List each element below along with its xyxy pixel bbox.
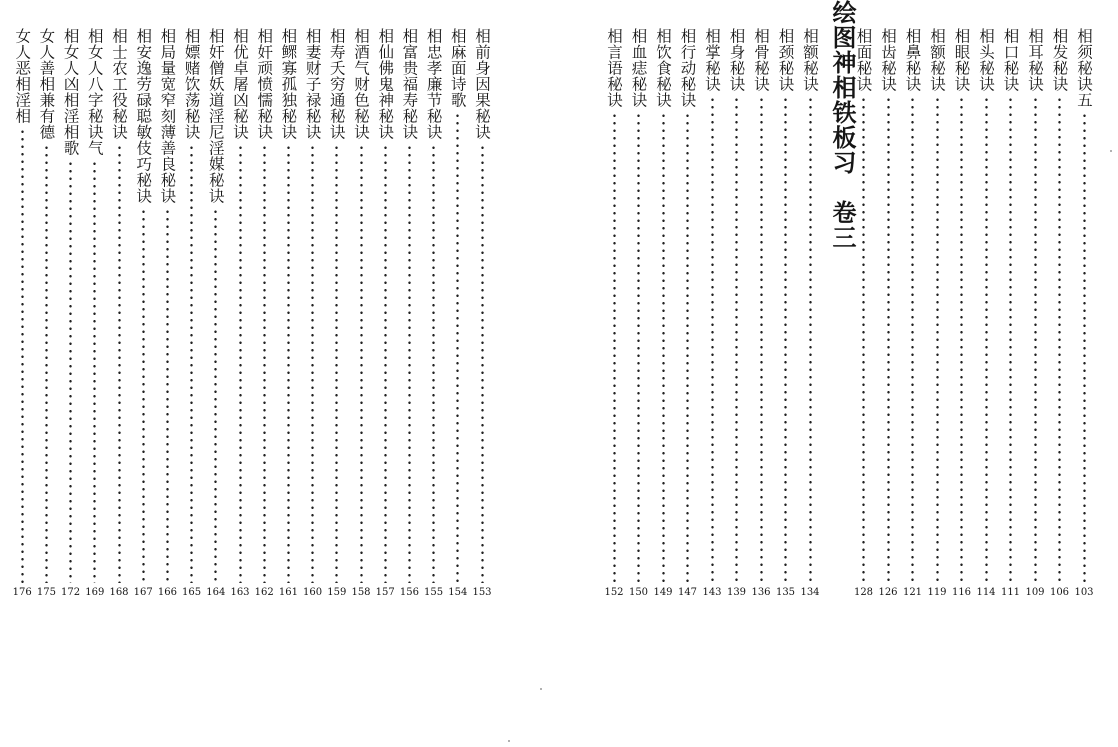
toc-entry-title: 相发秘诀 xyxy=(1050,28,1069,92)
dot-leader xyxy=(21,128,24,583)
dot-leader xyxy=(1083,112,1086,583)
dot-leader xyxy=(360,144,363,583)
toc-entry[interactable] xyxy=(350,28,372,583)
toc-entry[interactable] xyxy=(902,28,924,583)
toc-page-number: 169 xyxy=(85,587,105,598)
toc-entry-title: 女人恶相淫相 xyxy=(13,28,32,124)
toc-entry-title: 相颈秘诀 xyxy=(776,28,795,92)
dot-leader xyxy=(637,112,640,583)
toc-entry-title: 相身秘诀 xyxy=(727,28,746,92)
toc-entry[interactable] xyxy=(951,28,973,583)
toc-entry-title: 相耳秘诀 xyxy=(1026,28,1044,92)
toc-entry[interactable] xyxy=(926,28,948,583)
toc-page-number: 160 xyxy=(303,587,323,598)
toc-entry-title: 相口秘诀 xyxy=(1001,28,1020,92)
toc-entry-title: 相行动秘诀 xyxy=(678,28,697,108)
scan-speck xyxy=(508,740,510,742)
toc-entry[interactable] xyxy=(229,28,251,583)
toc-entry[interactable] xyxy=(603,28,625,583)
dot-leader xyxy=(662,112,665,583)
toc-entry-title: 相嫖赌饮荡秘诀 xyxy=(182,28,201,140)
dot-leader xyxy=(214,208,217,583)
toc-page-number: 156 xyxy=(399,587,419,598)
toc-entry-title: 相鼻秘诀 xyxy=(903,28,922,92)
toc-entry[interactable] xyxy=(84,28,106,583)
toc-entry-title: 相前身因果秘诀 xyxy=(473,28,491,140)
toc-entry[interactable] xyxy=(775,28,797,583)
dot-leader xyxy=(118,144,121,583)
toc-page-number: 150 xyxy=(628,587,649,598)
toc-page-number: 106 xyxy=(1049,587,1070,598)
toc-entry-title: 相妻财子禄秘诀 xyxy=(303,28,322,140)
toc-entry-title: 相鳏寡孤独秘诀 xyxy=(279,28,298,140)
toc-page-number: 167 xyxy=(133,587,153,598)
toc-entry[interactable] xyxy=(302,28,324,583)
scan-speck xyxy=(540,688,542,690)
toc-page-number: 149 xyxy=(653,587,673,598)
dot-leader xyxy=(760,96,763,583)
toc-page-number: 163 xyxy=(230,587,250,598)
toc-page-number: 161 xyxy=(278,587,298,598)
toc-page-number: 158 xyxy=(351,587,371,598)
toc-entry[interactable] xyxy=(677,28,699,583)
toc-entry[interactable] xyxy=(326,28,348,583)
toc-entry[interactable] xyxy=(181,28,203,583)
toc-entry-title: 相额秘诀 xyxy=(928,28,946,92)
toc-entry-title: 相饮食秘诀 xyxy=(654,28,672,108)
right-page xyxy=(590,0,1118,747)
toc-page-number: 159 xyxy=(327,587,347,598)
dot-leader xyxy=(936,96,939,583)
toc-entry-title: 相骨秘诀 xyxy=(752,28,770,92)
toc-entry-title: 相掌秘诀 xyxy=(703,28,721,92)
toc-page-number: 136 xyxy=(751,587,771,598)
dot-leader xyxy=(335,144,338,583)
toc-page-number: 111 xyxy=(1000,587,1021,598)
toc-page-number: 164 xyxy=(206,587,226,598)
dot-leader xyxy=(735,96,738,583)
toc-entry[interactable] xyxy=(799,28,821,583)
toc-entry[interactable] xyxy=(975,28,997,583)
dot-leader xyxy=(239,144,242,583)
toc-entry-title: 相酒气财色秘诀 xyxy=(352,28,370,140)
toc-entry-title: 相忠孝廉节秘诀 xyxy=(424,28,443,140)
toc-entry-title: 相血痣秘诀 xyxy=(629,28,648,108)
toc-page-number: 143 xyxy=(702,587,722,598)
toc-page-number: 119 xyxy=(927,587,947,598)
toc-page-number: 116 xyxy=(951,587,972,598)
toc-entry-title: 相安逸劳碌聪敏伎巧秘诀 xyxy=(134,28,153,204)
toc-entry[interactable] xyxy=(277,28,299,583)
toc-page-number: 121 xyxy=(902,587,923,598)
toc-entry[interactable] xyxy=(60,28,82,583)
toc-entry[interactable] xyxy=(132,28,154,583)
dot-leader xyxy=(1009,96,1012,583)
toc-page-number: 168 xyxy=(109,587,129,598)
dot-leader xyxy=(911,96,914,583)
toc-entry-title: 相女人八字秘诀气 xyxy=(85,28,104,156)
toc-page-number: 175 xyxy=(36,587,56,598)
dot-leader xyxy=(45,144,48,583)
toc-entry[interactable] xyxy=(1073,28,1095,583)
toc-entry[interactable] xyxy=(471,28,493,583)
toc-entry[interactable] xyxy=(726,28,748,583)
toc-page-number: 139 xyxy=(726,587,747,598)
toc-entry-title: 相麻面诗歌 xyxy=(448,28,467,108)
toc-page-number: 147 xyxy=(677,587,698,598)
toc-page-number: 162 xyxy=(254,587,274,598)
toc-page-number: 152 xyxy=(604,587,624,598)
dot-leader xyxy=(862,96,865,583)
toc-page-number: 128 xyxy=(853,587,874,598)
dot-leader xyxy=(384,144,387,583)
toc-entry[interactable] xyxy=(156,28,178,583)
dot-leader xyxy=(686,112,689,583)
toc-entry[interactable] xyxy=(398,28,420,583)
toc-entry-title: 相额秘诀 xyxy=(801,28,819,92)
section-title: 绘图神相铁板习 卷三 xyxy=(828,0,856,250)
toc-entry[interactable] xyxy=(205,28,227,583)
dot-leader xyxy=(69,160,72,583)
dot-leader xyxy=(613,112,616,583)
toc-entry[interactable] xyxy=(853,28,875,583)
toc-entry-title: 相奸僧妖道淫尼淫媒秘诀 xyxy=(206,28,225,204)
toc-page-number: 172 xyxy=(61,587,81,598)
toc-entry-title: 相头秘诀 xyxy=(977,28,995,92)
toc-entry[interactable] xyxy=(35,28,57,583)
toc-entry-title: 相齿秘诀 xyxy=(879,28,897,92)
toc-entry-title: 相言语秘诀 xyxy=(605,28,623,108)
toc-entry[interactable] xyxy=(447,28,469,583)
toc-entry[interactable] xyxy=(1049,28,1071,583)
toc-page-number: 166 xyxy=(157,587,177,598)
toc-page-number: 109 xyxy=(1025,587,1045,598)
toc-entry[interactable] xyxy=(750,28,772,583)
toc-page-number: 154 xyxy=(448,587,468,598)
dot-leader xyxy=(93,160,96,583)
toc-entry[interactable] xyxy=(11,28,33,583)
dot-leader xyxy=(481,144,484,583)
toc-page-number: 155 xyxy=(424,587,444,598)
toc-page-number: 126 xyxy=(878,587,898,598)
dot-leader xyxy=(711,96,714,583)
toc-entry[interactable] xyxy=(108,28,130,583)
dot-leader xyxy=(287,144,290,583)
toc-entry[interactable] xyxy=(701,28,723,583)
dot-leader xyxy=(456,112,459,583)
dot-leader xyxy=(408,144,411,583)
toc-entry-title: 相寿夭穷通秘诀 xyxy=(327,28,346,140)
toc-entry[interactable] xyxy=(1024,28,1046,583)
toc-entry-title: 相眼秘诀 xyxy=(952,28,971,92)
toc-page-number: 134 xyxy=(800,587,820,598)
toc-entry-title: 相须秘诀五 xyxy=(1075,28,1093,108)
dot-leader xyxy=(190,144,193,583)
toc-page-number: 135 xyxy=(775,587,796,598)
toc-entry-title: 相面秘诀 xyxy=(854,28,873,92)
toc-entry-title: 相富贵福寿秘诀 xyxy=(400,28,419,140)
toc-entry-title: 相奸顽愤懦秘诀 xyxy=(255,28,274,140)
toc-entry-title: 相局量宽窄刻薄善良秘诀 xyxy=(158,28,177,204)
toc-entry-title: 相优卓屠凶秘诀 xyxy=(231,28,249,140)
toc-page-number: 165 xyxy=(182,587,202,598)
dot-leader xyxy=(960,96,963,583)
dot-leader xyxy=(887,96,890,583)
left-page xyxy=(0,0,500,747)
toc-page-number: 103 xyxy=(1074,587,1094,598)
toc-entry-title: 相女人凶相淫相歌 xyxy=(61,28,80,156)
dot-leader xyxy=(263,144,266,583)
toc-entry[interactable] xyxy=(652,28,674,583)
toc-page-number: 157 xyxy=(375,587,395,598)
scan-speck xyxy=(1110,150,1112,152)
toc-page-number: 114 xyxy=(976,587,996,598)
dot-leader xyxy=(166,208,169,583)
dot-leader xyxy=(985,96,988,583)
dot-leader xyxy=(432,144,435,583)
dot-leader xyxy=(142,208,145,583)
dot-leader xyxy=(809,96,812,583)
toc-entry-title: 相士农工役秘诀 xyxy=(110,28,128,140)
dot-leader xyxy=(1058,96,1061,583)
toc-entry[interactable] xyxy=(374,28,396,583)
toc-entry[interactable] xyxy=(877,28,899,583)
toc-entry-title: 女人善相兼有德 xyxy=(37,28,56,140)
toc-entry[interactable] xyxy=(253,28,275,583)
toc-page-number: 176 xyxy=(12,587,32,598)
toc-page-number: 153 xyxy=(472,587,492,598)
dot-leader xyxy=(1034,96,1037,583)
toc-entry[interactable] xyxy=(423,28,445,583)
dot-leader xyxy=(784,96,787,583)
dot-leader xyxy=(311,144,314,583)
toc-entry[interactable] xyxy=(1000,28,1022,583)
toc-entry-title: 相仙佛鬼神秘诀 xyxy=(376,28,395,140)
toc-entry[interactable] xyxy=(628,28,650,583)
